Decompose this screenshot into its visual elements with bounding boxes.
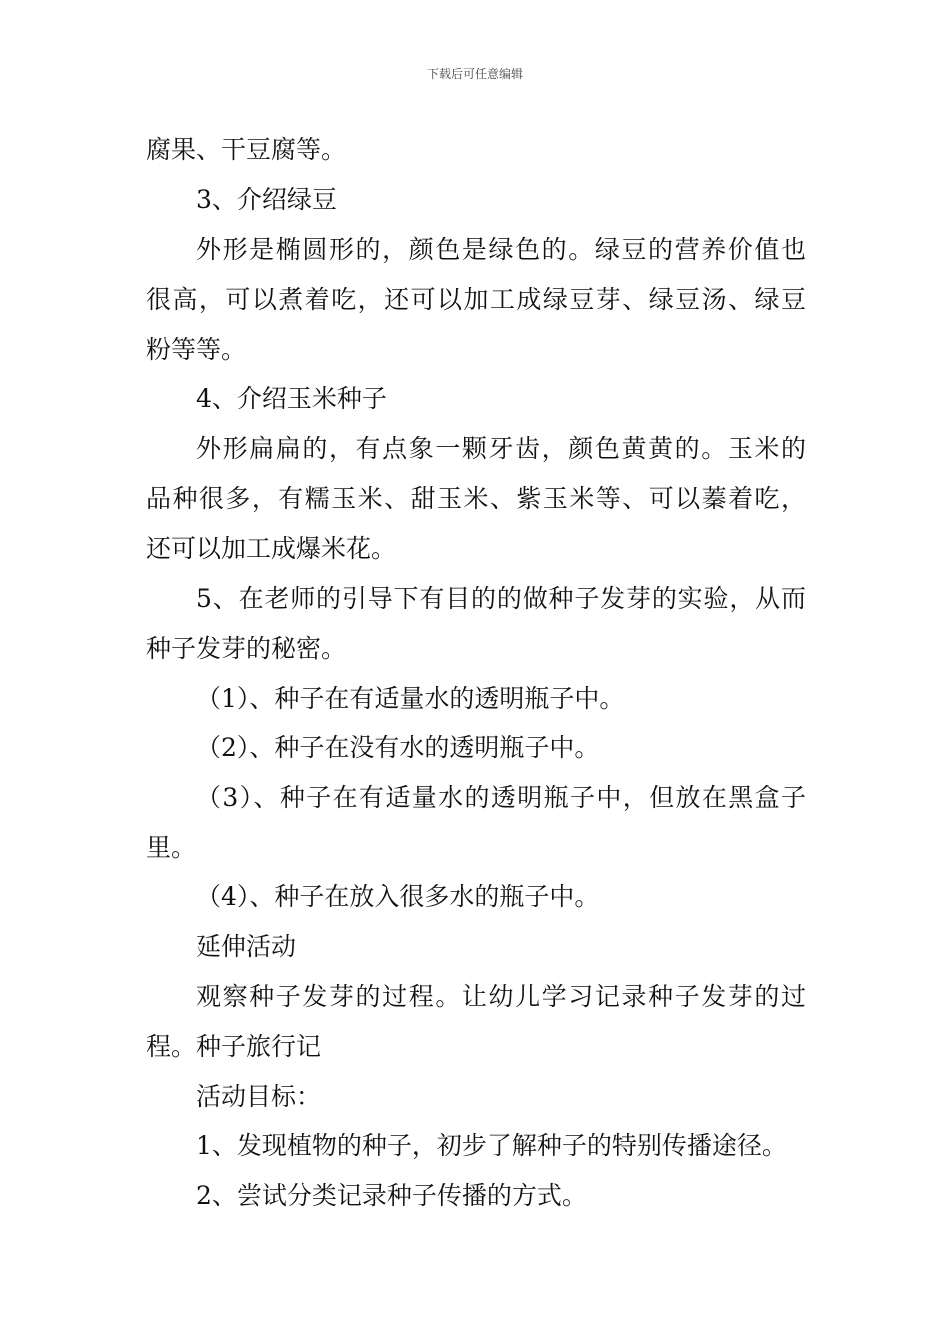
- text-line-10: 5、在老师的引导下有目的的做种子发芽的实验，从而: [196, 584, 806, 613]
- text-line-17: 延伸活动: [196, 932, 297, 961]
- text-line-4: 很高，可以煮着吃，还可以加工成绿豆芽、绿豆汤、绿豆: [146, 285, 806, 314]
- text-line-6: 4、介绍玉米种子: [196, 384, 387, 413]
- text-line-9: 还可以加工成爆米花。: [146, 534, 397, 563]
- text-line-21: 1、发现植物的种子，初步了解种子的特别传播途径。: [196, 1131, 787, 1160]
- text-line-1: 腐果、干豆腐等。: [146, 135, 347, 164]
- text-line-13: （2）、种子在没有水的透明瓶子中。: [196, 733, 600, 762]
- text-line-11: 种子发芽的秘密。: [146, 634, 347, 663]
- text-line-15: 里。: [146, 833, 197, 862]
- text-line-8: 品种很多，有糯玉米、甜玉米、紫玉米等、可以蓁着吃，: [146, 484, 806, 513]
- text-line-7: 外形扁扁的，有点象一颗牙齿，颜色黄黄的。玉米的: [196, 434, 806, 463]
- text-line-5: 粉等等。: [146, 335, 247, 364]
- page-header: 下载后可任意编辑: [426, 67, 523, 81]
- text-line-14: （3）、种子在有适量水的透明瓶子中，但放在黑盒子: [196, 783, 806, 812]
- text-line-19: 程。种子旅行记: [146, 1032, 322, 1061]
- text-line-3: 外形是椭圆形的，颜色是绿色的。绿豆的营养价值也: [196, 235, 806, 264]
- text-line-22: 2、尝试分类记录种子传播的方式。: [196, 1181, 587, 1210]
- text-line-16: （4）、种子在放入很多水的瓶子中。: [196, 882, 600, 911]
- text-line-12: （1）、种子在有适量水的透明瓶子中。: [196, 684, 625, 713]
- text-line-20: 活动目标：: [196, 1082, 322, 1111]
- text-line-18: 观察种子发芽的过程。让幼儿学习记录种子发芽的过: [196, 982, 806, 1011]
- text-line-2: 3、介绍绿豆: [196, 185, 337, 214]
